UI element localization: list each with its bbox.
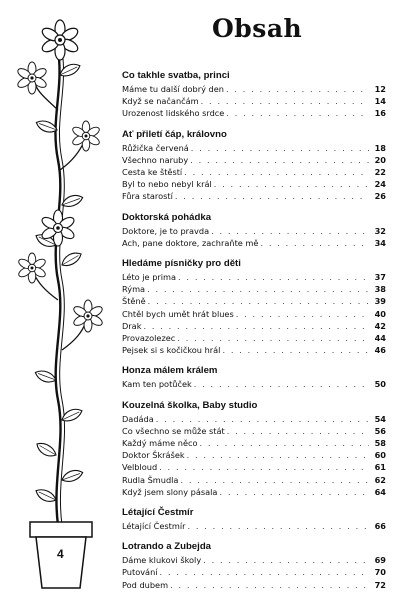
flower-vine-illustration — [0, 0, 118, 600]
entry-title: Rýma — [122, 284, 146, 295]
toc-entry — [122, 425, 386, 437]
toc-entry — [122, 320, 386, 332]
entry-title: Každý máme něco — [122, 438, 198, 449]
entry-title: Velbloud — [122, 462, 158, 473]
toc-section — [122, 70, 386, 120]
entry-page-number: 60 — [374, 450, 386, 461]
dot-leader — [160, 566, 369, 578]
toc-entry — [122, 566, 386, 578]
dot-leader — [156, 413, 369, 425]
toc-entry — [122, 449, 386, 461]
dot-leader — [211, 225, 369, 237]
entry-title: Léto je prima — [122, 272, 177, 283]
entry-page-number: 61 — [374, 462, 386, 473]
section-title: Létající Čestmír — [122, 507, 194, 519]
toc-section — [122, 212, 386, 249]
entry-title: Cesta ke štěstí — [122, 167, 183, 178]
toc-entry — [122, 344, 386, 356]
entry-page-number: 12 — [374, 84, 386, 94]
entry-page-number: 37 — [374, 272, 386, 283]
dot-leader — [226, 83, 369, 95]
entry-title: Všechno naruby — [122, 154, 189, 165]
dot-leader — [222, 344, 369, 356]
dot-leader — [236, 308, 369, 320]
toc-entry — [122, 461, 386, 473]
table-of-contents — [122, 70, 386, 600]
dot-leader — [191, 142, 369, 154]
toc-entry — [122, 437, 386, 449]
dot-leader — [190, 154, 369, 166]
entry-page-number: 66 — [374, 521, 386, 532]
entry-page-number: 42 — [374, 320, 386, 331]
page-number: 4 — [57, 547, 64, 561]
entry-title: Kam ten potůček — [122, 379, 192, 390]
dot-leader — [147, 283, 369, 295]
toc-entry — [122, 225, 386, 237]
toc-entry — [122, 154, 386, 166]
entry-title: Doktor Škrášek — [122, 450, 185, 461]
entry-page-number: 38 — [374, 284, 386, 295]
toc-section — [122, 365, 386, 390]
entry-page-number: 40 — [374, 308, 386, 319]
entry-title: Pod dubem — [122, 579, 169, 590]
page-title: Obsah — [212, 14, 303, 43]
entry-title: Růžička červená — [122, 142, 189, 153]
dot-leader — [226, 107, 369, 119]
entry-page-number: 16 — [374, 108, 386, 119]
entry-title: Létající Čestmír — [122, 521, 186, 532]
dot-leader — [177, 332, 369, 344]
entry-page-number: 56 — [374, 425, 386, 436]
dot-leader — [175, 190, 369, 202]
dot-leader — [260, 237, 369, 249]
toc-section — [122, 541, 386, 591]
dot-leader — [159, 461, 369, 473]
toc-section — [122, 258, 386, 356]
entry-title: Doktore, je to pravda — [122, 225, 210, 236]
entry-title: Urozenost lidského srdce — [122, 108, 225, 119]
entry-title: Ach, pane doktore, zachraňte mě — [122, 237, 259, 248]
entry-page-number: 62 — [374, 474, 386, 485]
toc-entry — [122, 107, 386, 119]
entry-page-number: 70 — [374, 567, 386, 578]
dot-leader — [143, 320, 369, 332]
entry-title: Chtěl bych umět hrát blues — [122, 308, 234, 319]
toc-entry — [122, 413, 386, 425]
dot-leader — [184, 166, 369, 178]
toc-entry — [122, 166, 386, 178]
toc-entry — [122, 178, 386, 190]
entry-title: Pejsek si s kočičkou hrál — [122, 345, 221, 356]
entry-title: Máme tu další dobrý den — [122, 84, 224, 94]
toc-entry — [122, 332, 386, 344]
dot-leader — [180, 474, 369, 486]
toc-entry — [122, 554, 386, 566]
toc-section — [122, 400, 386, 498]
toc-entry — [122, 295, 386, 307]
entry-page-number: 58 — [374, 438, 386, 449]
toc-entry — [122, 190, 386, 202]
dot-leader — [227, 425, 369, 437]
entry-title: Dáme klukovi školy — [122, 555, 202, 566]
toc-entry — [122, 308, 386, 320]
toc-entry — [122, 474, 386, 486]
dot-leader — [201, 95, 369, 107]
dot-leader — [187, 449, 369, 461]
entry-title: Rudla Šmudla — [122, 474, 179, 485]
entry-page-number: 14 — [374, 96, 386, 107]
toc-entry — [122, 83, 386, 95]
entry-page-number: 50 — [374, 379, 386, 390]
entry-title: Putování — [122, 567, 158, 578]
dot-leader — [148, 295, 369, 307]
toc-section — [122, 507, 386, 532]
entry-page-number: 32 — [374, 225, 386, 236]
dot-leader — [214, 178, 369, 190]
entry-page-number: 18 — [374, 142, 386, 153]
dot-leader — [194, 378, 369, 390]
section-title: Doktorská pohádka — [122, 211, 212, 223]
entry-page-number: 24 — [374, 179, 386, 190]
entry-title: Štěně — [122, 296, 146, 307]
entry-page-number: 64 — [374, 486, 386, 497]
toc-section — [122, 129, 386, 203]
dot-leader — [170, 579, 369, 591]
entry-title: Dadáda — [122, 413, 154, 424]
toc-entry — [122, 271, 386, 283]
entry-page-number: 46 — [374, 345, 386, 356]
section-title: Co takhle svatba, princi — [122, 70, 230, 81]
toc-entry — [122, 520, 386, 532]
entry-title: Fůra starostí — [122, 191, 173, 202]
entry-title: Když se načančám — [122, 96, 199, 107]
toc-entry — [122, 579, 386, 591]
entry-page-number: 69 — [374, 555, 386, 566]
entry-title: Drak — [122, 320, 142, 331]
entry-title: Byl to nebo nebyl král — [122, 179, 212, 190]
section-title: Honza málem králem — [122, 365, 218, 377]
toc-entry — [122, 237, 386, 249]
entry-page-number: 44 — [374, 333, 386, 344]
toc-entry — [122, 283, 386, 295]
section-title: Kouzelná školka, Baby studio — [122, 399, 258, 411]
dot-leader — [219, 486, 369, 498]
toc-entry — [122, 378, 386, 390]
dot-leader — [178, 271, 369, 283]
toc-entry — [122, 142, 386, 154]
entry-title: Co všechno se může stát — [122, 425, 225, 436]
dot-leader — [203, 554, 369, 566]
section-title: Ať přiletí čáp, královno — [122, 128, 227, 140]
entry-page-number: 72 — [374, 579, 386, 590]
entry-page-number: 22 — [374, 167, 386, 178]
entry-page-number: 54 — [374, 413, 386, 424]
section-title: Lotrando a Zubejda — [122, 541, 212, 553]
dot-leader — [200, 437, 369, 449]
toc-entry — [122, 95, 386, 107]
entry-title: Provazolezec — [122, 333, 176, 344]
toc-entry — [122, 486, 386, 498]
entry-page-number: 34 — [374, 237, 386, 248]
entry-page-number: 20 — [374, 154, 386, 165]
entry-page-number: 26 — [374, 191, 386, 202]
section-title: Hledáme písničky pro děti — [122, 258, 241, 270]
entry-page-number: 39 — [374, 296, 386, 307]
dot-leader — [187, 520, 369, 532]
entry-title: Když jsem slony pásala — [122, 486, 218, 497]
